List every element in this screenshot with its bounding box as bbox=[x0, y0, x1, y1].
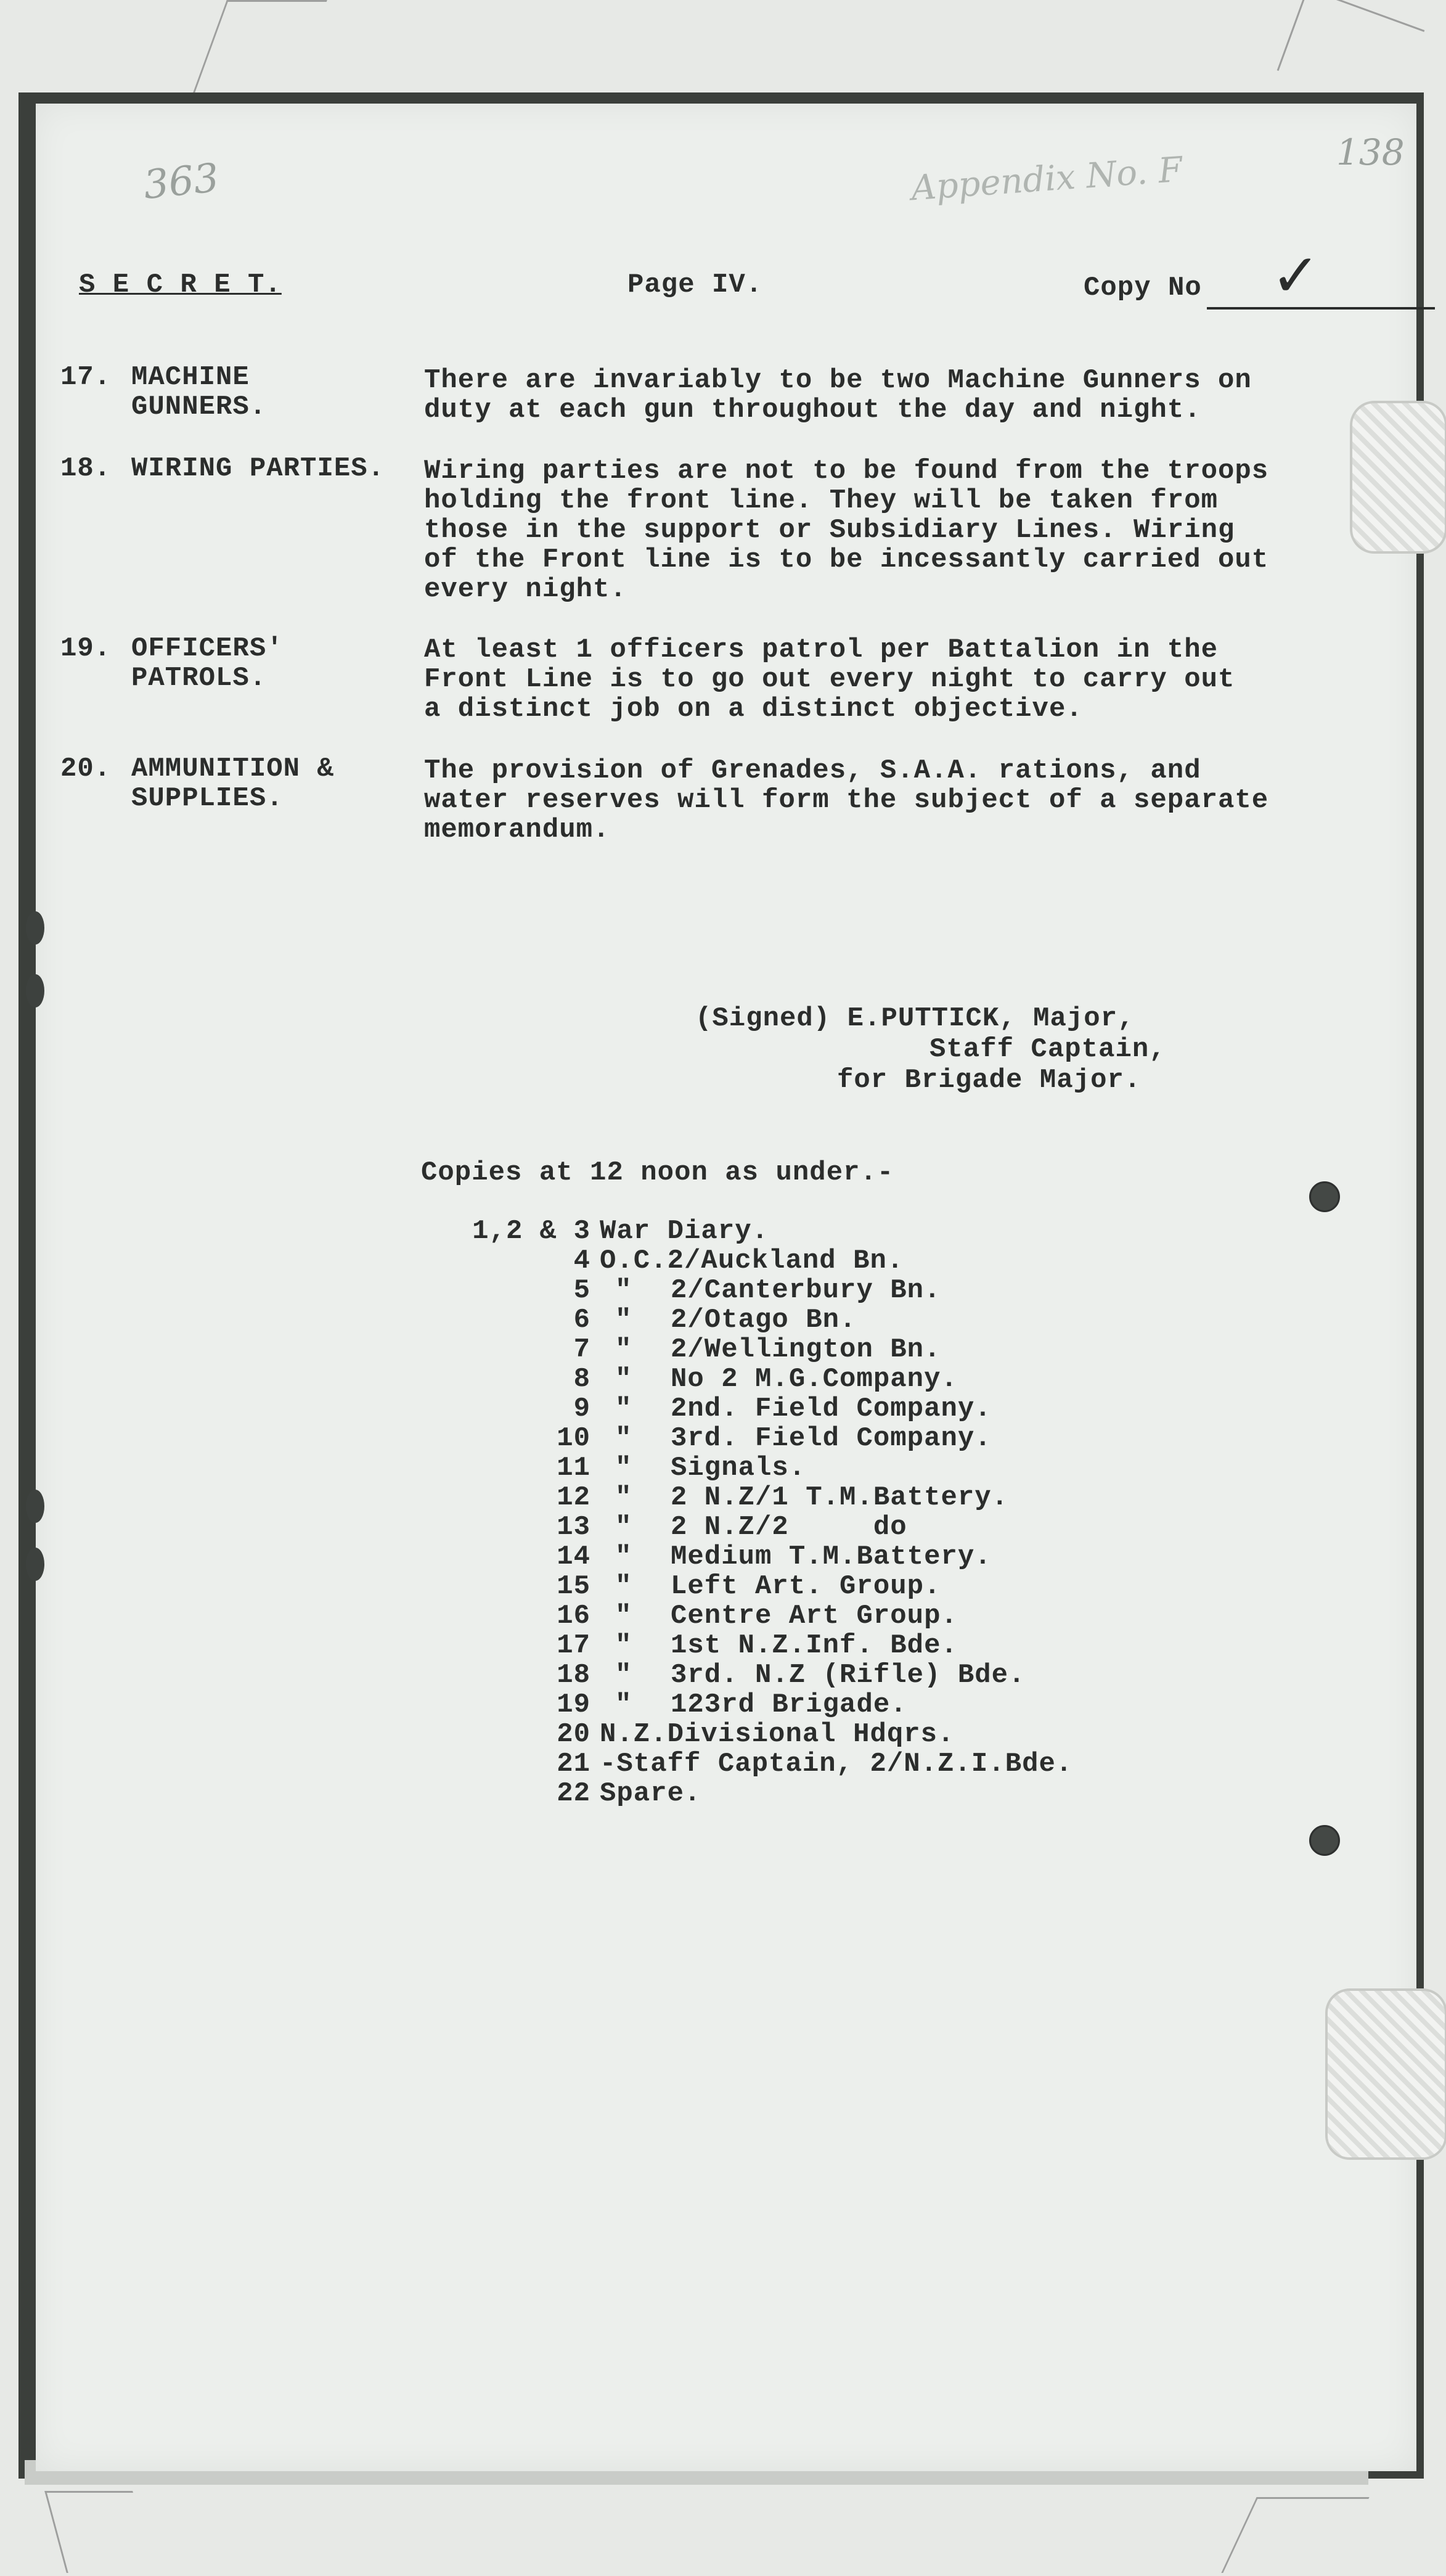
distribution-ditto-mark: " bbox=[615, 1541, 632, 1572]
paragraph-body-line: Wiring parties are not to be found from the troops bbox=[424, 456, 1269, 486]
appendix-stamp: Appendix No. F bbox=[910, 149, 1184, 209]
distribution-recipient: Left Art. Group. bbox=[671, 1571, 941, 1602]
distribution-number: 13 bbox=[557, 1512, 590, 1543]
distribution-number: 5 bbox=[573, 1275, 590, 1306]
distribution-number: 9 bbox=[573, 1393, 590, 1424]
distribution-number: 10 bbox=[557, 1423, 590, 1454]
paragraph-number: 18. bbox=[60, 453, 112, 484]
paragraph-heading: WIRING PARTIES. bbox=[131, 453, 385, 484]
paragraph-body-line: There are invariably to be two Machine Gunners on bbox=[424, 365, 1252, 396]
distribution-recipient: 2/Otago Bn. bbox=[671, 1305, 857, 1335]
distribution-ditto-mark: " bbox=[615, 1512, 632, 1543]
pencil-sketch-bottom-right bbox=[1221, 2497, 1369, 2573]
copies-heading: Copies at 12 noon as under.- bbox=[421, 1157, 894, 1188]
punch-hole-left bbox=[26, 1490, 44, 1523]
distribution-ditto-mark: " bbox=[615, 1364, 632, 1395]
distribution-ditto-mark: " bbox=[615, 1423, 632, 1454]
paragraph-heading: SUPPLIES. bbox=[131, 783, 284, 814]
paragraph-body-line: of the Front line is to be incessantly carried out bbox=[424, 544, 1269, 575]
distribution-ditto-mark: " bbox=[615, 1660, 632, 1691]
secret-heading: S E C R E T. bbox=[79, 269, 282, 300]
punch-hole-right bbox=[1309, 1181, 1340, 1212]
distribution-recipient: Medium T.M.Battery. bbox=[671, 1541, 992, 1572]
distribution-number: 14 bbox=[557, 1541, 590, 1572]
paragraph-body-line: a distinct job on a distinct objective. bbox=[424, 694, 1083, 724]
distribution-number: 21 bbox=[557, 1749, 590, 1779]
page-number: Page IV. bbox=[627, 269, 763, 300]
distribution-number: 4 bbox=[573, 1245, 590, 1276]
punch-hole-left bbox=[26, 1548, 44, 1581]
distribution-recipient: 1st N.Z.Inf. Bde. bbox=[671, 1630, 958, 1661]
copy-no-check: ✓ bbox=[1275, 240, 1317, 318]
distribution-number: 11 bbox=[557, 1453, 590, 1483]
paragraph-body-line: memorandum. bbox=[424, 814, 610, 845]
binder-lace-top bbox=[1350, 401, 1446, 554]
signature-line: for Brigade Major. bbox=[837, 1065, 1142, 1096]
pencil-sketch-bottom-left bbox=[44, 2491, 155, 2573]
distribution-recipient: 3rd. N.Z (Rifle) Bde. bbox=[671, 1660, 1026, 1691]
paragraph-heading: MACHINE bbox=[131, 362, 250, 393]
distribution-recipient: 2/Canterbury Bn. bbox=[671, 1275, 941, 1306]
signature-line: (Signed) E.PUTTICK, Major, bbox=[695, 1003, 1135, 1034]
distribution-ditto-mark: " bbox=[615, 1453, 632, 1483]
paragraph-heading: PATROLS. bbox=[131, 663, 267, 694]
paragraph-heading: AMMUNITION & bbox=[131, 753, 334, 784]
archive-number: 138 bbox=[1336, 131, 1405, 173]
distribution-ditto-mark: " bbox=[615, 1571, 632, 1602]
pencil-sketch-top-left bbox=[192, 0, 327, 94]
paragraph-body-line: duty at each gun throughout the day and night. bbox=[424, 395, 1201, 425]
paragraph-number: 20. bbox=[60, 753, 112, 784]
paragraph-number: 19. bbox=[60, 633, 112, 664]
distribution-number: 6 bbox=[573, 1305, 590, 1335]
distribution-number: 1,2 & 3 bbox=[472, 1216, 590, 1247]
punch-hole-right bbox=[1309, 1825, 1340, 1856]
distribution-number: 8 bbox=[573, 1364, 590, 1395]
distribution-number: 17 bbox=[557, 1630, 590, 1661]
paragraph-body-line: every night. bbox=[424, 574, 627, 605]
copy-no-line bbox=[1207, 307, 1435, 310]
distribution-recipient: 2/Wellington Bn. bbox=[671, 1334, 941, 1365]
binder-lace-bottom bbox=[1325, 1988, 1446, 2160]
distribution-recipient: No 2 M.G.Company. bbox=[671, 1364, 958, 1395]
distribution-recipient: 2nd. Field Company. bbox=[671, 1393, 992, 1424]
paragraph-body-line: holding the front line. They will be taken from bbox=[424, 485, 1219, 516]
distribution-number: 20 bbox=[557, 1719, 590, 1750]
distribution-recipient: War Diary. bbox=[600, 1216, 769, 1247]
distribution-recipient: 123rd Brigade. bbox=[671, 1689, 907, 1720]
distribution-recipient: O.C.2/Auckland Bn. bbox=[600, 1245, 904, 1276]
paragraph-body-line: The provision of Grenades, S.A.A. rations, and bbox=[424, 755, 1201, 786]
distribution-recipient: -Staff Captain, 2/N.Z.I.Bde. bbox=[600, 1749, 1073, 1779]
paragraph-body-line: At least 1 officers patrol per Battalion in the bbox=[424, 634, 1219, 665]
folio-number: 363 bbox=[141, 155, 221, 209]
distribution-recipient: 2 N.Z/2 do bbox=[671, 1512, 907, 1543]
distribution-recipient: N.Z.Divisional Hdqrs. bbox=[600, 1719, 955, 1750]
distribution-ditto-mark: " bbox=[615, 1393, 632, 1424]
punch-hole-left bbox=[26, 911, 44, 945]
distribution-ditto-mark: " bbox=[615, 1601, 632, 1631]
distribution-number: 16 bbox=[557, 1601, 590, 1631]
distribution-number: 19 bbox=[557, 1689, 590, 1720]
distribution-number: 18 bbox=[557, 1660, 590, 1691]
signature-line: Staff Captain, bbox=[929, 1034, 1166, 1065]
distribution-ditto-mark: " bbox=[615, 1305, 632, 1335]
distribution-ditto-mark: " bbox=[615, 1630, 632, 1661]
distribution-recipient: Centre Art Group. bbox=[671, 1601, 958, 1631]
distribution-ditto-mark: " bbox=[615, 1275, 632, 1306]
distribution-ditto-mark: " bbox=[615, 1482, 632, 1513]
document-page bbox=[36, 104, 1416, 2471]
distribution-recipient: 2 N.Z/1 T.M.Battery. bbox=[671, 1482, 1009, 1513]
paragraph-heading: OFFICERS' bbox=[131, 633, 284, 664]
paragraph-body-line: those in the support or Subsidiary Lines. Wiring bbox=[424, 515, 1235, 546]
copy-no-label: Copy No bbox=[1084, 273, 1202, 303]
distribution-number: 7 bbox=[573, 1334, 590, 1365]
distribution-number: 12 bbox=[557, 1482, 590, 1513]
paragraph-number: 17. bbox=[60, 362, 112, 393]
distribution-recipient: Signals. bbox=[671, 1453, 806, 1483]
distribution-recipient: Spare. bbox=[600, 1778, 701, 1809]
punch-hole-left bbox=[26, 974, 44, 1007]
distribution-ditto-mark: " bbox=[615, 1689, 632, 1720]
paragraph-body-line: Front Line is to go out every night to carry out bbox=[424, 664, 1235, 695]
paragraph-heading: GUNNERS. bbox=[131, 392, 267, 422]
distribution-recipient: 3rd. Field Company. bbox=[671, 1423, 992, 1454]
paragraph-body-line: water reserves will form the subject of a separate bbox=[424, 785, 1269, 816]
distribution-number: 22 bbox=[557, 1778, 590, 1809]
distribution-number: 15 bbox=[557, 1571, 590, 1602]
distribution-ditto-mark: " bbox=[615, 1334, 632, 1365]
